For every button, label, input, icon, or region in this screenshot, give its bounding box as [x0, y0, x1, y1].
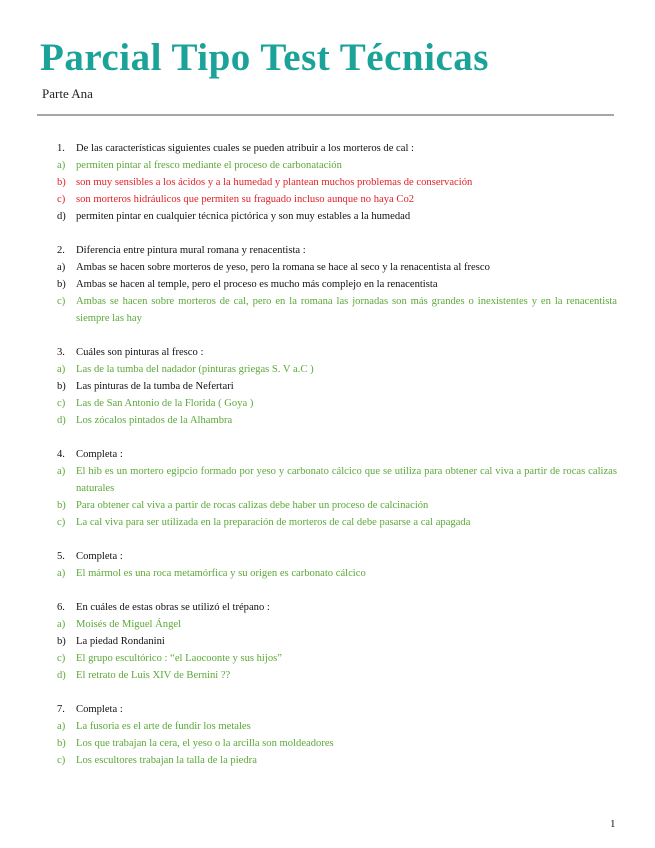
option-letter: a): [57, 466, 66, 477]
question-5: [57, 548, 617, 582]
option-3d: [57, 412, 617, 429]
option-letter: a): [57, 619, 66, 630]
question-4: [57, 446, 617, 531]
option-2b: [57, 276, 617, 293]
option-letter: d): [57, 211, 66, 222]
option-2a: [57, 259, 617, 276]
option-3b: [57, 378, 617, 395]
option-letter: a): [57, 364, 66, 375]
question-3: [57, 344, 617, 429]
option-6b: [57, 633, 617, 650]
option-text: Las de San Antonio de la Florida ( Goya ): [76, 398, 254, 409]
option-text: La fusoria es el arte de fundir los metales: [76, 721, 251, 732]
option-1a: [57, 157, 617, 174]
document-title: Parcial Tipo Test Técnicas: [40, 36, 489, 79]
option-4a: [57, 463, 617, 497]
question-number: 1.: [57, 143, 65, 154]
option-text: Para obtener cal viva a partir de rocas calizas debe haber un proceso de calcinación: [76, 500, 429, 511]
option-text: Ambas se hacen sobre morteros de cal, pero en la romana las jornadas son más grandes o inexistentes y en la renacentista siempre las hay: [76, 296, 617, 324]
option-text: Moisés de Miguel Ángel: [76, 619, 182, 630]
option-5a: [57, 565, 617, 582]
option-letter: a): [57, 262, 66, 273]
option-letter: c): [57, 296, 66, 307]
option-text: El mármol es una roca metamórfica y su origen es carbonato cálcico: [76, 568, 366, 579]
question-3-prompt: [57, 344, 617, 361]
option-letter: b): [57, 381, 66, 392]
question-text: En cuáles de estas obras se utilizó el trépano :: [76, 602, 270, 613]
question-6: [57, 599, 617, 684]
option-text: El hib es un mortero egipcio formado por yeso y carbonato cálcico que se utiliza para obtener cal viva a partir de rocas calizas naturales: [76, 466, 617, 494]
option-1c: [57, 191, 617, 208]
page-number: 1: [610, 818, 616, 830]
option-3c: [57, 395, 617, 412]
question-text: Diferencia entre pintura mural romana y renacentista :: [76, 245, 306, 256]
title-divider: [37, 114, 614, 116]
question-text: Completa :: [76, 551, 123, 562]
question-number: 7.: [57, 704, 65, 715]
option-6c: [57, 650, 617, 667]
option-4c: [57, 514, 617, 531]
option-text: permiten pintar al fresco mediante el proceso de carbonatación: [76, 160, 342, 171]
question-7: [57, 701, 617, 769]
option-text: Las pinturas de la tumba de Nefertari: [76, 381, 234, 392]
option-letter: c): [57, 194, 66, 205]
question-number: 2.: [57, 245, 65, 256]
option-text: Ambas se hacen sobre morteros de yeso, pero la romana se hace al seco y la renacentista al fresco: [76, 262, 490, 273]
option-letter: a): [57, 721, 66, 732]
option-letter: c): [57, 653, 66, 664]
option-7a: [57, 718, 617, 735]
option-letter: d): [57, 670, 66, 681]
option-letter: b): [57, 636, 66, 647]
question-6-prompt: [57, 599, 617, 616]
option-1b: [57, 174, 617, 191]
question-text: Cuáles son pinturas al fresco :: [76, 347, 204, 358]
option-letter: c): [57, 755, 66, 766]
option-letter: b): [57, 738, 66, 749]
option-text: permiten pintar en cualquier técnica pictórica y son muy estables a la humedad: [76, 211, 411, 222]
document-subtitle: Parte Ana: [42, 86, 93, 101]
option-1d: [57, 208, 617, 225]
question-text: Completa :: [76, 704, 123, 715]
option-text: Los zócalos pintados de la Alhambra: [76, 415, 233, 426]
option-7c: [57, 752, 617, 769]
option-letter: c): [57, 517, 66, 528]
option-letter: d): [57, 415, 66, 426]
option-text: El retrato de Luis XIV de Bernini ??: [76, 670, 231, 681]
option-text: Los escultores trabajan la talla de la piedra: [76, 755, 257, 766]
question-number: 3.: [57, 347, 65, 358]
option-text: son morteros hidráulicos que permiten su fraguado incluso aunque no haya Co2: [76, 194, 415, 205]
question-7-prompt: [57, 701, 617, 718]
option-text: El grupo escultórico : “el Laocoonte y sus hijos”: [76, 653, 282, 664]
option-6a: [57, 616, 617, 633]
question-5-prompt: [57, 548, 617, 565]
question-1-prompt: [57, 140, 617, 157]
option-text: La piedad Rondanini: [76, 636, 165, 647]
option-letter: a): [57, 160, 66, 171]
option-letter: a): [57, 568, 66, 579]
question-text: De las características siguientes cuales se pueden atribuir a los morteros de cal :: [76, 143, 414, 154]
option-text: son muy sensibles a los ácidos y a la humedad y plantean muchos problemas de conservación: [76, 177, 473, 188]
option-2c: [57, 293, 617, 327]
option-text: Los que trabajan la cera, el yeso o la arcilla son moldeadores: [76, 738, 334, 749]
question-text: Completa :: [76, 449, 123, 460]
option-text: Ambas se hacen al temple, pero el proceso es mucho más complejo en la renacentista: [76, 279, 438, 290]
option-text: Las de la tumba del nadador (pinturas griegas S. V a.C ): [76, 364, 314, 375]
option-6d: [57, 667, 617, 684]
option-letter: b): [57, 279, 66, 290]
question-list: [57, 140, 617, 786]
question-4-prompt: [57, 446, 617, 463]
question-number: 5.: [57, 551, 65, 562]
question-2-prompt: [57, 242, 617, 259]
option-letter: c): [57, 398, 66, 409]
question-1: [57, 140, 617, 225]
option-7b: [57, 735, 617, 752]
question-number: 6.: [57, 602, 65, 613]
option-letter: b): [57, 500, 66, 511]
option-4b: [57, 497, 617, 514]
option-letter: b): [57, 177, 66, 188]
question-2: [57, 242, 617, 327]
option-3a: [57, 361, 617, 378]
question-number: 4.: [57, 449, 65, 460]
option-text: La cal viva para ser utilizada en la preparación de morteros de cal debe pasarse a cal apagada: [76, 517, 471, 528]
